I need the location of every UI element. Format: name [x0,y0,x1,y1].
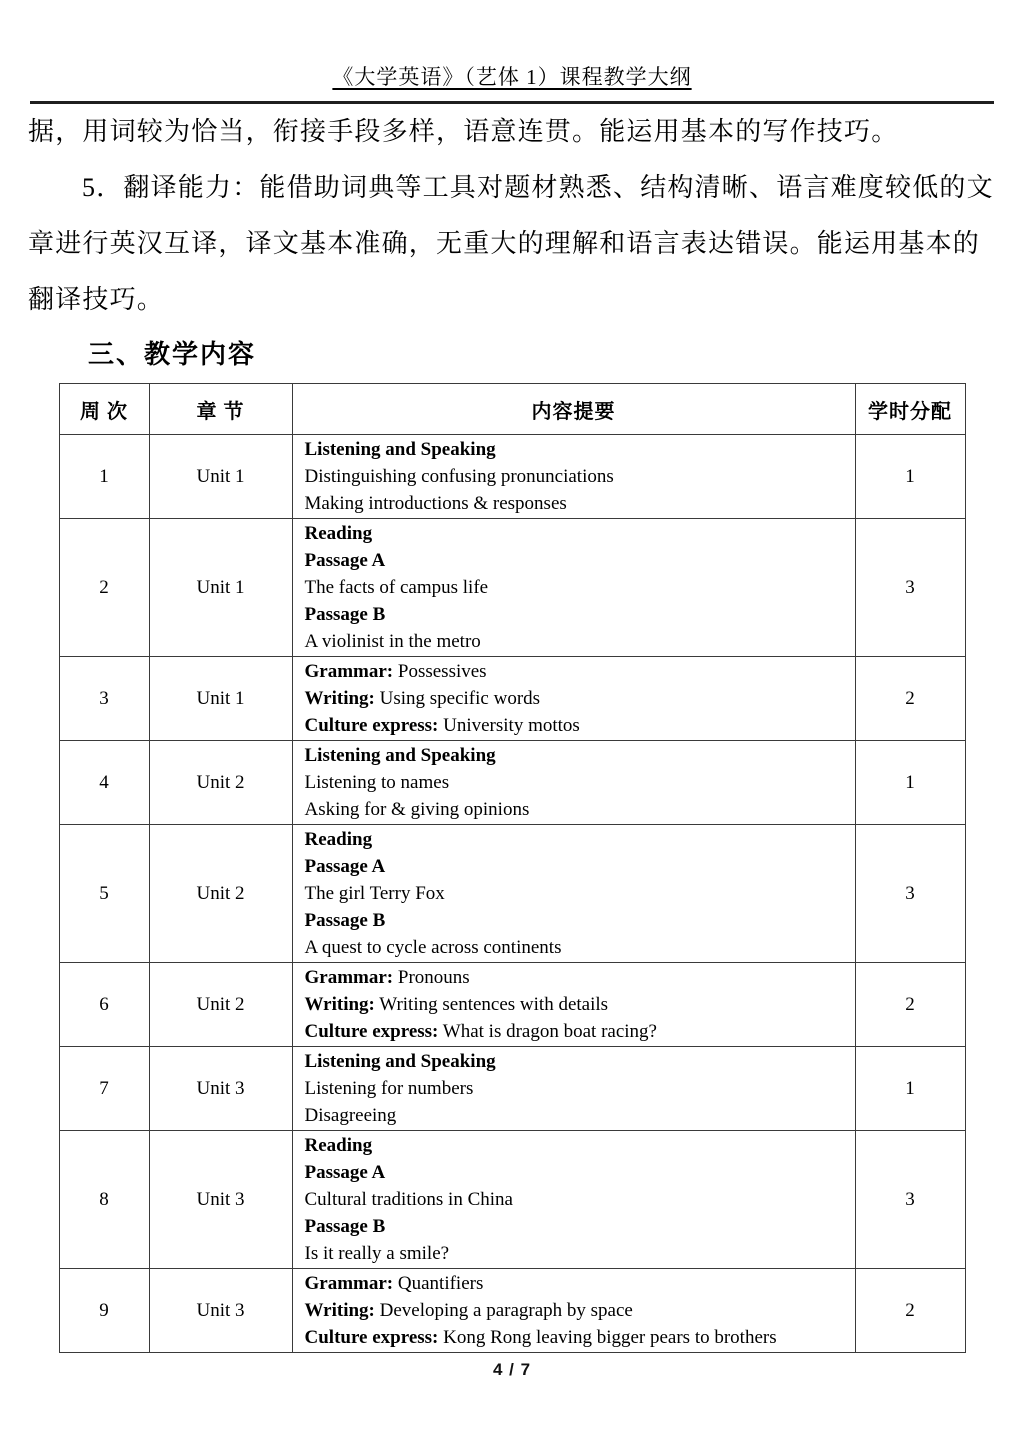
content-line: Passage A [304,856,386,877]
unit-cell: Unit 2 [149,741,292,825]
content-line: Writing: Using specific words [304,688,541,709]
unit-cell: Unit 2 [149,963,292,1047]
unit-cell: Unit 3 [149,1047,292,1131]
content-cell [292,963,855,1047]
content-cell [292,435,855,519]
content-line: Passage A [304,1162,386,1183]
hours-cell: 3 [855,519,965,657]
table-row [59,1047,965,1131]
week-cell: 8 [59,1131,149,1269]
content-line: The girl Terry Fox [304,883,445,904]
week-cell: 9 [59,1269,149,1353]
unit-cell: Unit 1 [149,657,292,741]
content-line: Grammar: Possessives [304,661,487,682]
table-row [59,435,965,519]
content-line: Passage B [304,1216,386,1237]
content-cell [292,741,855,825]
column-header: 内容提要 [292,384,855,435]
content-line: Listening and Speaking [304,1051,496,1072]
content-line: Reading [304,829,373,850]
hours-cell: 3 [855,825,965,963]
table-row [59,963,965,1047]
teaching-content-table [59,383,966,1353]
paragraph-line: 翻译技巧。 [28,285,165,314]
unit-cell: Unit 2 [149,825,292,963]
table-header-row [59,384,965,435]
hours-cell: 2 [855,963,965,1047]
section-heading-teaching-content: 三、教学内容 [88,340,257,369]
unit-cell: Unit 1 [149,435,292,519]
unit-cell: Unit 3 [149,1131,292,1269]
content-line: Culture express: Kong Rong leaving bigger pears to brothers [304,1327,777,1348]
content-line: Is it really a smile? [304,1243,450,1264]
document-title: 《大学英语》（艺体 1）课程教学大纲 [332,65,692,89]
content-line: Grammar: Quantifiers [304,1273,484,1294]
content-line: Passage B [304,604,386,625]
hours-cell: 1 [855,741,965,825]
hours-cell: 1 [855,1047,965,1131]
week-cell: 2 [59,519,149,657]
paragraph-continuation: 据，用词较为恰当，衔接手段多样，语意连贯。能运用基本的写作技巧。 [28,117,899,146]
table-body [59,435,965,1353]
content-cell [292,1269,855,1353]
table-row [59,1269,965,1353]
content-line: Reading [304,1135,373,1156]
content-line: Writing: Writing sentences with details [304,994,609,1015]
content-line: Listening for numbers [304,1078,474,1099]
content-line: Writing: Developing a paragraph by space [304,1300,633,1321]
table-row [59,1131,965,1269]
week-cell: 3 [59,657,149,741]
week-cell: 4 [59,741,149,825]
week-cell: 6 [59,963,149,1047]
hours-cell: 3 [855,1131,965,1269]
table-row [59,657,965,741]
paragraph-line: 章进行英汉互译，译文基本准确，无重大的理解和语言表达错误。能运用基本的 [28,229,981,258]
paragraph-line: 5．翻译能力：能借助词典等工具对题材熟悉、结构清晰、语言难度较低的文 [82,173,994,202]
content-cell [292,1131,855,1269]
content-line: A violinist in the metro [304,631,481,652]
content-cell [292,519,855,657]
hours-cell: 2 [855,1269,965,1353]
column-header: 周 次 [59,384,149,435]
content-line: Culture express: University mottos [304,715,580,736]
content-line: Grammar: Pronouns [304,967,470,988]
content-line: Making introductions & responses [304,493,567,514]
content-line: Passage A [304,550,386,571]
content-line: Listening and Speaking [304,745,496,766]
paragraph-translation-ability [28,160,996,328]
content-line: Disagreeing [304,1105,397,1126]
table-row [59,825,965,963]
content-line: Listening to names [304,772,450,793]
content-line: Cultural traditions in China [304,1189,513,1210]
column-header: 章 节 [149,384,292,435]
content-cell [292,657,855,741]
week-cell: 7 [59,1047,149,1131]
week-cell: 5 [59,825,149,963]
document-header [28,62,996,92]
content-line: A quest to cycle across continents [304,937,562,958]
page-number: 4 / 7 [492,1360,532,1379]
unit-cell: Unit 1 [149,519,292,657]
content-line: Culture express: What is dragon boat racing? [304,1021,657,1042]
table-row [59,519,965,657]
content-line: Asking for & giving opinions [304,799,530,820]
hours-cell: 1 [855,435,965,519]
content-line: Distinguishing confusing pronunciations [304,466,614,487]
hours-cell: 2 [855,657,965,741]
column-header: 学时分配 [855,384,965,435]
week-cell: 1 [59,435,149,519]
content-line: Listening and Speaking [304,439,496,460]
content-line: The facts of campus life [304,577,489,598]
content-cell [292,825,855,963]
content-cell [292,1047,855,1131]
unit-cell: Unit 3 [149,1269,292,1353]
table-row [59,741,965,825]
content-line: Passage B [304,910,386,931]
content-line: Reading [304,523,373,544]
